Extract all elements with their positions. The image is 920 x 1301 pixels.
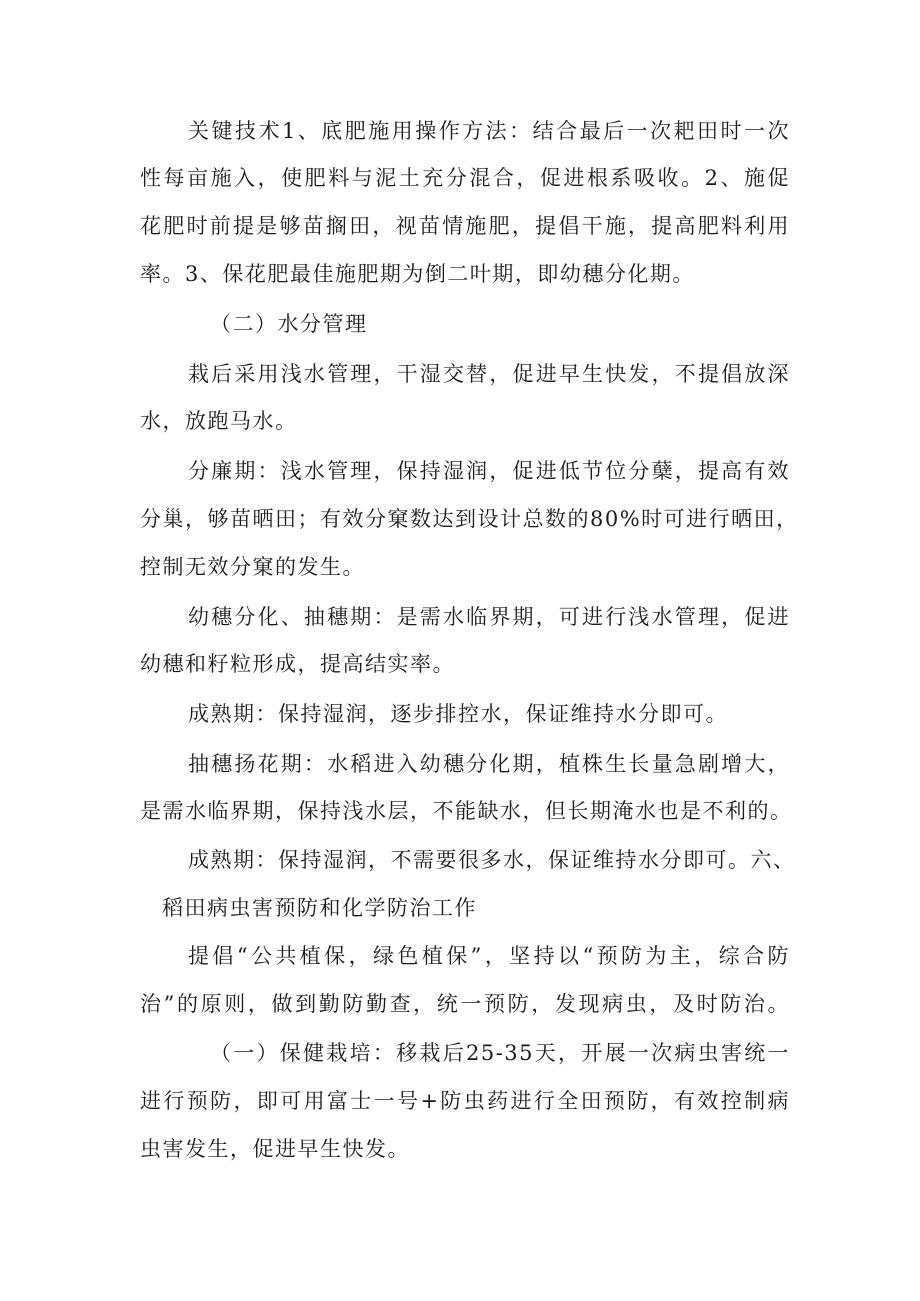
paragraph-line: 率。3、保花肥最佳施肥期为倒二叶期，即幼穗分化期。 bbox=[140, 262, 695, 286]
paragraph-line: 水，放跑马水。 bbox=[140, 409, 298, 433]
paragraph-line: 分巢，够苗晒田；有效分窠数达到设计总数的80%时可进行晒田， bbox=[140, 507, 799, 531]
paragraph-line: 提倡“公共植保，绿色植保”，坚持以“预防为主，综合防 bbox=[188, 944, 790, 968]
paragraph-line: 虫害发生，促进早生快发。 bbox=[140, 1137, 410, 1161]
paragraph-line: 成熟期：保持湿润，不需要很多水，保证维持水分即可。六、 bbox=[188, 848, 796, 872]
paragraph-line: 幼穗和籽粒形成，提高结实率。 bbox=[140, 652, 455, 676]
section-heading: （二）水分管理 bbox=[210, 312, 368, 336]
paragraph-line: 栽后采用浅水管理，干湿交替，促进早生快发，不提倡放深 bbox=[188, 362, 790, 386]
paragraph-line: 分廉期：浅水管理，保持湿润，促进低节位分蘖，提高有效 bbox=[188, 459, 790, 483]
paragraph-line: （一）保健栽培：移栽后25-35天，开展一次病虫害统一 bbox=[210, 1041, 790, 1065]
paragraph-line: 花肥时前提是够苗搁田，视苗情施肥，提倡干施，提高肥料利用 bbox=[140, 214, 790, 238]
paragraph-line: 成熟期：保持湿润，逐步排控水，保证维持水分即可。 bbox=[188, 702, 728, 726]
section-heading: 稻田病虫害预防和化学防治工作 bbox=[162, 896, 477, 920]
paragraph-line: 性每亩施入，使肥料与泥土充分混合，促进根系吸收。2、施促 bbox=[140, 166, 790, 190]
paragraph-line: 控制无效分窠的发生。 bbox=[140, 555, 365, 579]
paragraph-line: 是需水临界期，保持浅水层，不能缺水，但长期淹水也是不利的。 bbox=[140, 799, 793, 823]
paragraph-line: 抽穗扬花期：水稻进入幼穗分化期，植株生长量急剧增大， bbox=[188, 752, 790, 776]
paragraph-line: 治”的原则，做到勤防勤查，统一预防，发现病虫，及时防治。 bbox=[140, 992, 790, 1016]
paragraph-line: 幼穗分化、抽穗期：是需水临界期，可进行浅水管理，促进 bbox=[188, 605, 790, 629]
paragraph-line: 关键技术1、底肥施用操作方法：结合最后一次耙田时一次 bbox=[188, 119, 790, 143]
paragraph-line: 进行预防，即可用富士一号+防虫药进行全田预防，有效控制病 bbox=[140, 1089, 790, 1113]
